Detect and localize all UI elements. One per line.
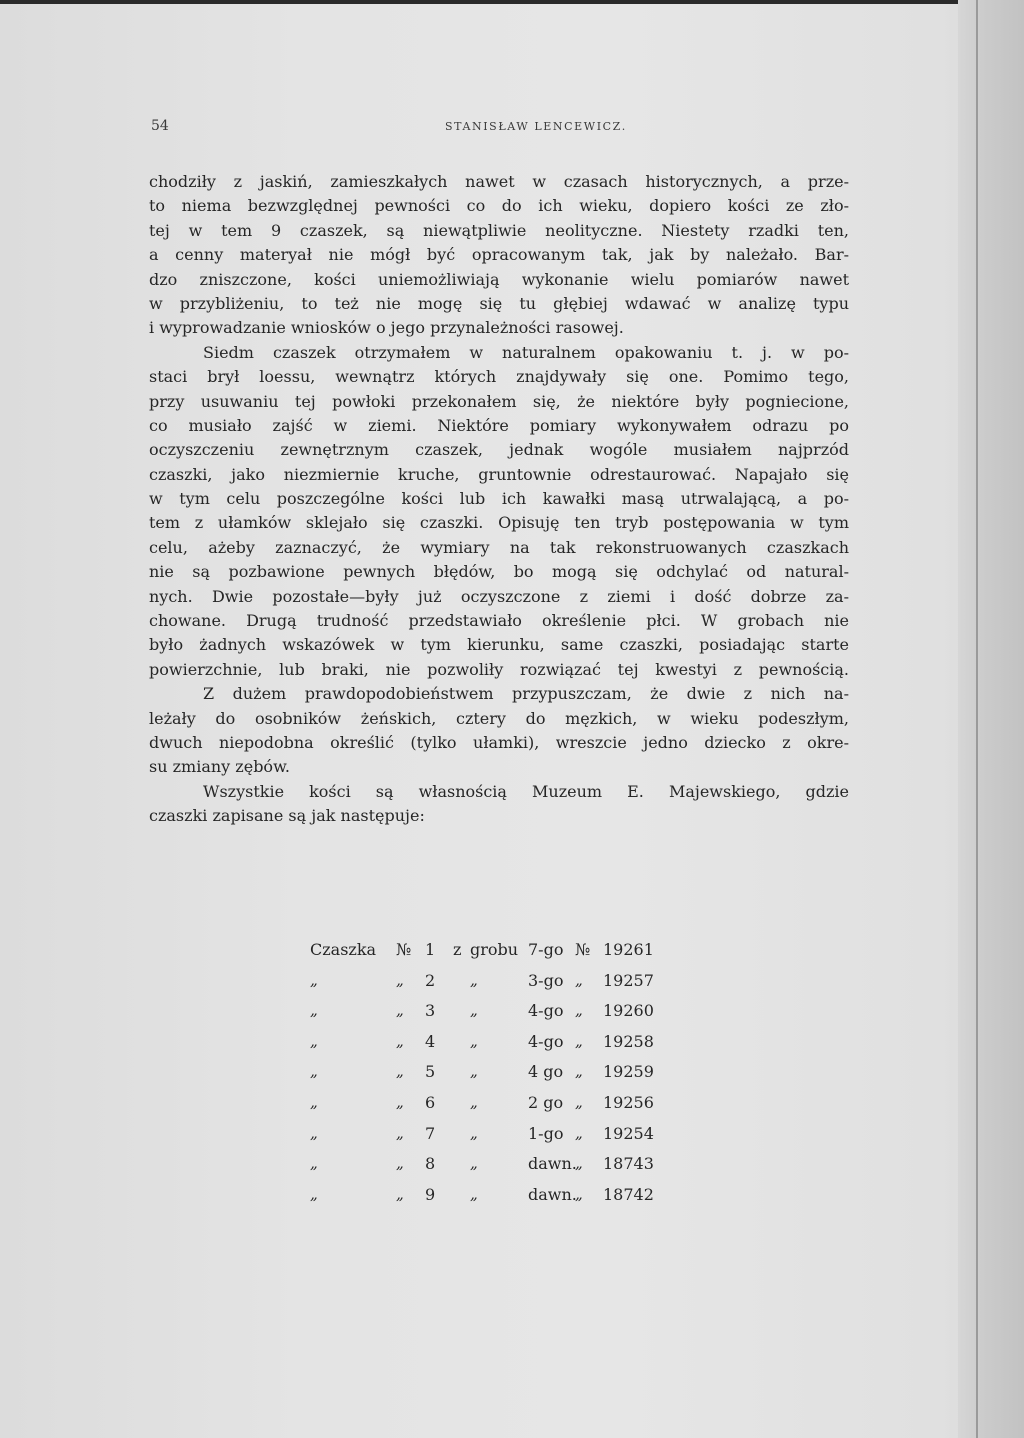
text-line: tem z ułamków sklejało się czaszki. Opisuję ten tryb postępowania w tym [149, 513, 849, 533]
row-label: „ [310, 1123, 318, 1142]
skull-number: 1 [425, 940, 436, 959]
number-sign: „ [396, 970, 404, 989]
row-label: „ [310, 1184, 318, 1203]
number-sign: „ [396, 1031, 404, 1050]
inventory-sign: „ [575, 1062, 583, 1081]
inventory-number: 18743 [603, 1154, 654, 1174]
number-sign: „ [396, 1092, 404, 1111]
grave-number: 4-go [528, 1001, 564, 1021]
grave-word: „ [470, 1062, 478, 1081]
text-line: leżały do osobników żeńskich, cztery do męzkich, w wieku podeszłym, [149, 708, 849, 728]
number-sign: „ [396, 1001, 404, 1020]
table-row [310, 1032, 670, 1063]
running-head: STANISŁAW LENCEWICZ. [445, 120, 627, 133]
text-line: to niema bezwzględnej pewności co do ich wieku, dopiero kości ze zło- [149, 196, 849, 216]
table-row [310, 1093, 670, 1124]
row-label: „ [310, 1001, 318, 1020]
text-line: Siedm czaszek otrzymałem w naturalnem opakowaniu t. j. w po- [203, 342, 849, 362]
text-line: czaszki, jako niezmiernie kruche, gruntownie odrestaurować. Napajało się [149, 464, 849, 484]
skull-number: 4 [425, 1031, 436, 1051]
grave-word: „ [470, 1001, 478, 1020]
text-line: Z dużem prawdopodobieństwem przypuszczam, że dwie z nich na- [203, 684, 849, 704]
skull-number: 9 [425, 1184, 436, 1204]
text-line: staci brył loessu, wewnątrz których znajdywały się one. Pomimo tego, [149, 367, 849, 387]
grave-number: 4 go [528, 1062, 564, 1082]
table-row [310, 1001, 670, 1032]
inventory-number: 18742 [603, 1184, 654, 1204]
table-row [310, 940, 670, 971]
skull-number: 7 [425, 1123, 436, 1143]
inventory-number: 19261 [603, 940, 654, 959]
body-text [149, 170, 849, 829]
number-sign: „ [396, 1062, 404, 1081]
text-line: przy usuwaniu tej powłoki przekonałem się, że niektóre były pogniecione, [149, 391, 849, 411]
grave-number: 3-go [528, 970, 564, 990]
binding-margin [958, 0, 1024, 1438]
table-row [310, 1154, 670, 1185]
binding-spine [976, 0, 978, 1438]
inventory-sign: „ [575, 1154, 583, 1173]
inventory-number: 19257 [603, 970, 654, 990]
grave-number: dawn. [528, 1154, 577, 1174]
text-line: powierzchnie, lub braki, nie pozwoliły rozwiązać tej kwestyi z pewnością. [149, 659, 849, 679]
inventory-number: 19259 [603, 1062, 654, 1082]
row-label: Czaszka [310, 940, 377, 959]
row-label: „ [310, 1031, 318, 1050]
grave-number: dawn. [528, 1184, 577, 1204]
text-line: i wyprowadzanie wniosków o jego przynależności rasowej. [149, 318, 624, 338]
inventory-sign: „ [575, 1184, 583, 1203]
inventory-sign: № [575, 940, 591, 959]
inventory-sign: „ [575, 970, 583, 989]
row-label: „ [310, 1092, 318, 1111]
grave-word: „ [470, 1092, 478, 1111]
text-line: czaszki zapisane są jak następuje: [149, 806, 425, 826]
table-row [310, 1124, 670, 1155]
skull-number: 8 [425, 1154, 436, 1174]
text-line: celu, ażeby zaznaczyć, że wymiary na tak rekonstruowanych czaszkach [149, 537, 849, 557]
grave-word: „ [470, 1031, 478, 1050]
row-label: „ [310, 970, 318, 989]
text-line: dwuch niepodobna określić (tylko ułamki), wreszcie jedno dziecko z okre- [149, 732, 849, 752]
grave-word: „ [470, 1123, 478, 1142]
inventory-sign: „ [575, 1092, 583, 1111]
text-line: Wszystkie kości są własnością Muzeum E. Majewskiego, gdzie [203, 781, 849, 801]
table-row [310, 1185, 670, 1216]
preposition: z [453, 940, 462, 959]
inventory-sign: „ [575, 1123, 583, 1142]
text-line: tej w tem 9 czaszek, są niewątpliwie neolityczne. Niestety rzadki ten, [149, 220, 849, 240]
inventory-number: 19256 [603, 1092, 654, 1112]
number-sign: „ [396, 1123, 404, 1142]
text-line: nie są pozbawione pewnych błędów, bo mogą się odchylać od natural- [149, 562, 849, 582]
table-row [310, 971, 670, 1002]
text-line: w przybliżeniu, to też nie mogę się tu głębiej wdawać w analizę typu [149, 293, 849, 313]
inventory-number: 19260 [603, 1001, 654, 1021]
grave-number: 7-go [528, 940, 564, 959]
skull-number: 2 [425, 970, 436, 990]
row-label: „ [310, 1154, 318, 1173]
grave-number: 2 go [528, 1092, 564, 1112]
inventory-sign: „ [575, 1001, 583, 1020]
text-line: dzo zniszczone, kości uniemożliwiają wykonanie wielu pomiarów nawet [149, 269, 849, 289]
grave-number: 4-go [528, 1031, 564, 1051]
skull-number: 3 [425, 1001, 436, 1021]
grave-word: grobu [470, 940, 519, 959]
page-number: 54 [151, 118, 169, 134]
inventory-number: 19254 [603, 1123, 654, 1143]
grave-word: „ [470, 1154, 478, 1173]
skull-number: 5 [425, 1062, 436, 1082]
inventory-number: 19258 [603, 1031, 654, 1051]
text-line: było żadnych wskazówek w tym kierunku, same czaszki, posiadając starte [149, 635, 849, 655]
number-sign: „ [396, 1184, 404, 1203]
text-line: a cenny materyał nie mógł być opracowanym tak, jak by należało. Bar- [149, 245, 849, 265]
text-line: su zmiany zębów. [149, 757, 290, 777]
skull-number: 6 [425, 1092, 436, 1112]
grave-number: 1-go [528, 1123, 564, 1143]
text-line: co musiało zajść w ziemi. Niektóre pomiary wykonywałem odrazu po [149, 415, 849, 435]
text-line: nych. Dwie pozostałe—były już oczyszczone z ziemi i dość dobrze za- [149, 586, 849, 606]
row-label: „ [310, 1062, 318, 1081]
text-line: chowane. Drugą trudność przedstawiało określenie płci. W grobach nie [149, 611, 849, 631]
number-sign: „ [396, 1154, 404, 1173]
number-sign: № [396, 940, 412, 959]
inventory-sign: „ [575, 1031, 583, 1050]
skulls-table [310, 940, 670, 1215]
grave-word: „ [470, 1184, 478, 1203]
text-line: oczyszczeniu zewnętrznym czaszek, jednak wogóle musiałem najprzód [149, 440, 849, 460]
text-line: w tym celu poszczególne kości lub ich kawałki masą utrwalającą, a po- [149, 489, 849, 509]
table-row [310, 1062, 670, 1093]
text-line: chodziły z jaskiń, zamieszkałych nawet w czasach historycznych, a prze- [149, 172, 849, 191]
grave-word: „ [470, 970, 478, 989]
page-header [151, 118, 851, 138]
page-top-edge [0, 0, 1024, 4]
